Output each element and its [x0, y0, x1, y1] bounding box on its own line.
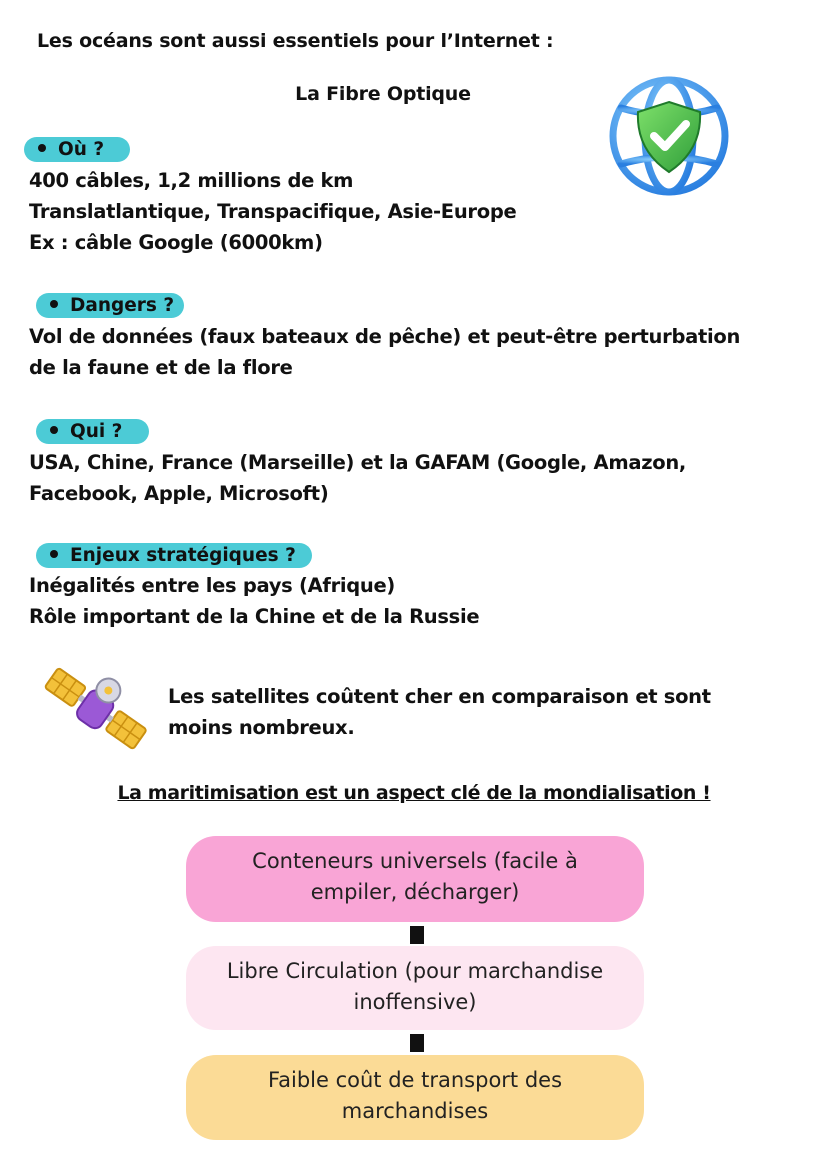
- text-line: Inégalités entre les pays (Afrique): [29, 574, 396, 597]
- flow-box-transport-cost: [186, 1055, 644, 1140]
- bullet-icon: [38, 144, 46, 152]
- text-line: marchandises: [341, 1099, 489, 1123]
- flow-box-containers: [186, 836, 644, 922]
- page-title: La Fibre Optique: [295, 83, 471, 105]
- section-label-ou: [24, 137, 130, 162]
- text-line: 400 câbles, 1,2 millions de km: [29, 169, 354, 192]
- section-label-text: Qui ?: [70, 421, 123, 442]
- satellite-note: [168, 681, 768, 743]
- text-line: empiler, décharger): [310, 880, 520, 904]
- section-body-dangers: [29, 321, 740, 383]
- globe-shield-check-icon: [604, 72, 734, 200]
- section-body-enjeux: [29, 570, 479, 632]
- section-label-dangers: [36, 293, 184, 318]
- flow-connector: [410, 926, 424, 944]
- flow-connector: [410, 1034, 424, 1052]
- section-body-qui: [29, 447, 686, 509]
- text-line: moins nombreux.: [168, 716, 355, 739]
- section-label-enjeux: [36, 543, 312, 568]
- text-line: Rôle important de la Chine et de la Russie: [29, 605, 480, 628]
- text-line: inoffensive): [353, 990, 477, 1014]
- text-line: de la faune et de la flore: [29, 356, 293, 379]
- bullet-icon: [50, 426, 58, 434]
- bullet-icon: [50, 300, 58, 308]
- text-line: Facebook, Apple, Microsoft): [29, 482, 329, 505]
- text-line: Ex : câble Google (6000km): [29, 231, 323, 254]
- section-label-qui: [36, 419, 149, 444]
- text-line: Conteneurs universels (facile à: [252, 849, 578, 873]
- text-line: Vol de données (faux bateaux de pêche) et peut-être perturbation: [29, 325, 741, 348]
- section-label-text: Dangers ?: [70, 295, 175, 316]
- text-line: Faible coût de transport des: [267, 1068, 563, 1092]
- satellite-icon: [34, 656, 154, 766]
- conclusion-heading: La maritimisation est un aspect clé de la mondialisation !: [117, 782, 711, 804]
- text-line: Libre Circulation (pour marchandise: [226, 959, 604, 983]
- text-line: USA, Chine, France (Marseille) et la GAFAM (Google, Amazon,: [29, 451, 687, 474]
- intro-heading: Les océans sont aussi essentiels pour l’Internet :: [37, 30, 554, 52]
- bullet-icon: [50, 550, 58, 558]
- section-label-text: Où ?: [58, 139, 105, 160]
- section-label-text: Enjeux stratégiques ?: [70, 545, 296, 566]
- section-body-ou: [29, 165, 516, 258]
- text-line: Les satellites coûtent cher en comparaison et sont: [168, 685, 711, 708]
- text-line: Translatlantique, Transpacifique, Asie-Europe: [29, 200, 517, 223]
- flow-box-circulation: [186, 946, 644, 1030]
